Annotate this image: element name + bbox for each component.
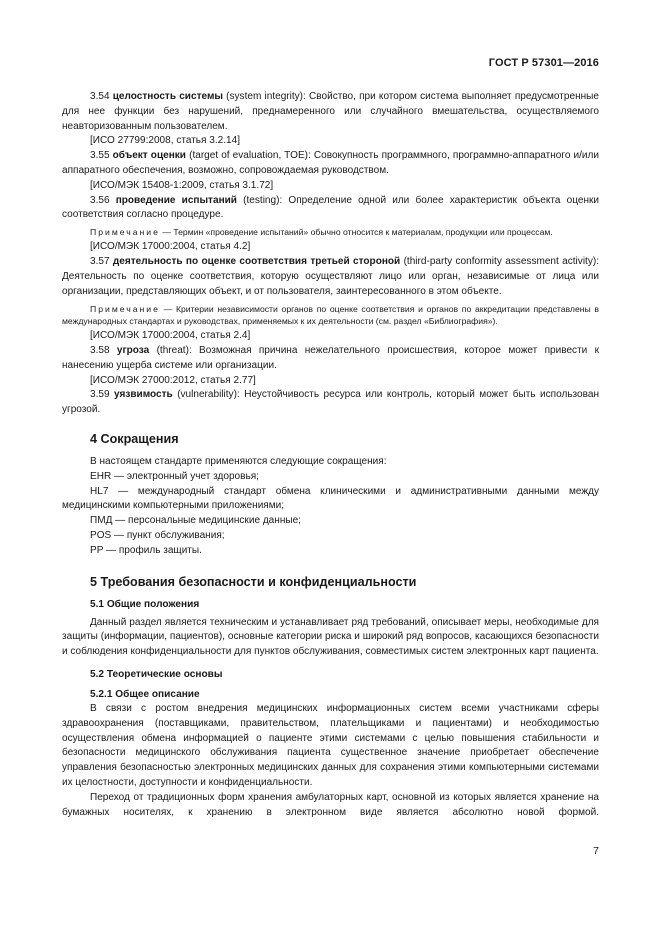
term-source: [ИСО/МЭК 27000:2012, статья 2.77] xyxy=(90,374,256,386)
page-number: 7 xyxy=(593,845,599,857)
term-name: объект оценки xyxy=(112,150,186,162)
term-3-55: 3.55 объект оценки (target of evaluation, TOE): Совокупность программного, программно-аппаратного и/или аппаратного обеспечения, возможно, сопровождаемая руководством. xyxy=(62,150,600,176)
term-note: Примечание — Критерии независимости органов по оценке соответствия и органов по аккредитации представлены в международных стандартах и руководствах, применяемых к их деятельности (см. раздел «Библиография»). xyxy=(62,303,599,326)
term-3-59: 3.59 уязвимость (vulnerability): Неустойчивость ресурса или контроль, который может быть использован угрозой. xyxy=(62,389,600,416)
term-name: деятельность по оценке соответствия третьей стороной xyxy=(112,256,401,268)
term-3-54: 3.54 целостность системы (system integrity): Свойство, при котором система выполняет предусмотренные для нее функции без нарушений, преднамеренного или случайного вмешательства, осуществляемого неавторизованным пользователем. xyxy=(62,91,599,132)
document-id: ГОСТ Р 57301—2016 xyxy=(488,57,599,69)
abbrev-item: POS — пункт обслуживания; xyxy=(90,530,225,542)
term-source: [ИСО 27799:2008, статья 3.2.14] xyxy=(90,135,240,147)
term-3-57: 3.57 деятельность по оценке соответствия третьей стороной (third-party conformity assessment activity): Деятельность по оценке соответствия, которую осуществляют лицо или орган, независимые от лица или организации, представляющих объект, и от пользователя, заинтересованного в этом объекте. xyxy=(62,256,599,297)
term-name: угроза xyxy=(116,345,150,357)
term-note: Примечание — Термин «проведение испытаний» обычно относится к материалам, продукции или процессам. xyxy=(90,227,553,238)
abbrev-item: ПМД — персональные медицинские данные; xyxy=(90,515,301,527)
term-3-58: 3.58 угроза (threat): Возможная причина нежелательного происшествия, которое может привести к нанесению ущерба системе или организации. xyxy=(62,345,599,371)
section-4-heading: 4 Сокращения xyxy=(90,432,179,447)
section-5-2-1-paragraph: Переход от традиционных форм хранения амбулаторных карт, основной из которых является хранение на бумажных носителях, к хранению в электронном виде является абсолютно новой формой. xyxy=(62,791,599,818)
section-5-1-text: Данный раздел является техническим и устанавливает ряд требований, описывает меры, необходимые для защиты (информации, пациентов), основные категории риска и широкий ряд вопросов, касающихся безопасности и соблюдения конфиденциальности для пунктов обслуживания, совместимых систем электронных карт пациента. xyxy=(62,616,599,658)
page-body xyxy=(62,90,599,820)
term-3-56: 3.56 проведение испытаний (testing): Определение одной или более характеристик объекта оценки соответствия согласно процедуре. xyxy=(62,194,599,221)
term-source: [ИСО/МЭК 17000:2004, статья 4.2] xyxy=(90,241,251,253)
section-5-2-heading: 5.2 Теоретические основы xyxy=(90,669,223,680)
abbrev-item: EHR — электронный учет здоровья; xyxy=(90,470,259,482)
term-source: [ИСО/МЭК 15408-1:2009, статья 3.1.72] xyxy=(90,179,274,191)
section-5-2-1-heading: 5.2.1 Общее описание xyxy=(90,689,200,700)
term-name: целостность системы xyxy=(112,91,223,102)
section-5-1-heading: 5.1 Общие положения xyxy=(90,598,200,610)
abbrev-item: HL7 — международный стандарт обмена клиническими и административными данными между медицинскими компьютерными приложениями; xyxy=(62,485,599,512)
section-5-2-1-paragraph: В связи с ростом внедрения медицинских информационных систем всеми участниками сферы здравоохранения (поставщиками, правительством, плательщиками и пациентами) и необходимостью осуществления обмена информацией о пациенте этими системами с целью повышения стабильности и безопасности медицинского обслуживания пациента существенное значение приобретает обеспечение управления безопасностью электронных медицинских данных для сохранения этими компьютерными системами их целостности, доступности и конфиденциальности. xyxy=(62,703,599,788)
abbrev-intro: В настоящем стандарте применяются следующие сокращения: xyxy=(90,456,387,468)
term-name: проведение испытаний xyxy=(115,194,237,206)
section-5-heading: 5 Требования безопасности и конфиденциальности xyxy=(90,574,417,589)
abbrev-item: PP — профиль защиты. xyxy=(90,544,202,556)
term-name: уязвимость xyxy=(114,389,173,401)
term-source: [ИСО/МЭК 17000:2004, статья 2.4] xyxy=(90,330,251,342)
